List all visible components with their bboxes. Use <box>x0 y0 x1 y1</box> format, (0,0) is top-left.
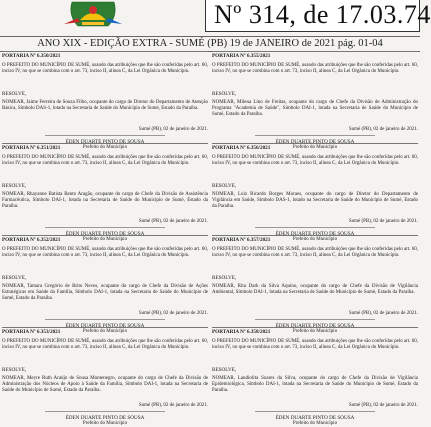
portaria-title: PORTARIA Nº 6.353/2021 <box>2 327 208 336</box>
municipal-coat-of-arms-icon <box>58 0 128 28</box>
portaria-signer-role: Prefeito do Município <box>82 329 128 334</box>
portaria-title: PORTARIA Nº 6.357/2021 <box>212 235 418 244</box>
portaria-block <box>2 327 208 427</box>
portaria-date: Sumé (PB), 02 de janeiro de 2021. <box>138 127 208 132</box>
signature-line <box>255 319 375 320</box>
portaria-resolve: RESOLVE, <box>2 91 27 97</box>
portaria-block <box>212 51 418 151</box>
portaria-block <box>2 235 208 335</box>
portaria-appointment: NOMEAR, Rhayanne Batista Bento Aragão, ocupante do cargo de Chefe da Divisão de Assistência Farmacêutica, Símbolo DAI-1, lotada na Secretaria de Saúde do Município de Sumé, Estado da Paraíba. <box>2 192 208 210</box>
portaria-signer-role: Prefeito do Município <box>292 237 338 242</box>
portaria-block <box>2 143 208 243</box>
portaria-preamble: O PREFEITO DO MUNICÍPIO DE SUMÉ, usando das atribuições que lhe são conferidas pelo art. 60, inciso IV, no que se combina com o art. 73, inciso II, alínea C, da Lei Orgânica do Município. <box>212 247 418 259</box>
portaria-resolve: RESOLVE, <box>2 275 27 281</box>
portaria-signer-role: Prefeito do Município <box>82 145 128 150</box>
portaria-preamble: O PREFEITO DO MUNICÍPIO DE SUMÉ, usando das atribuições que lhe são conferidas pelo art. 60, inciso IV, no que se combina com o art. 73, inciso II, alínea C, da Lei Orgânica do Município. <box>212 63 418 75</box>
portaria-date: Sumé (PB), 02 de janeiro de 2021. <box>348 127 418 132</box>
portaria-preamble: O PREFEITO DO MUNICÍPIO DE SUMÉ, usando das atribuições que lhe são conferidas pelo art. 60, inciso IV, no que se combina com o art. 73, inciso II, alínea C, da Lei Orgânica do Município. <box>2 155 208 167</box>
portaria-appointment: NOMEAR, Rita Dark da Silva Aquino, ocupante do cargo de Chefe da Divisão de Vigilância Ambiental, Símbolo DAI-1, lotada na Secretaria de Saúde do Município de Sumé, Estado da Paraíba. <box>212 284 418 296</box>
portaria-preamble: O PREFEITO DO MUNICÍPIO DE SUMÉ, usando das atribuições que lhe são conferidas pelo art. 60, inciso IV, no que se combina com o art. 73, inciso II, alínea C, da Lei Orgânica do Município. <box>2 247 208 259</box>
portaria-resolve: RESOLVE, <box>212 367 237 373</box>
portaria-date: Sumé (PB), 02 de janeiro de 2021. <box>348 219 418 224</box>
signature-line <box>45 319 165 320</box>
signature-line <box>45 135 165 136</box>
signature-line <box>255 135 375 136</box>
portaria-signer: ÉDEN DUARTE PINTO DE SOUSA <box>65 139 145 145</box>
portaria-resolve: RESOLVE, <box>212 275 237 281</box>
portaria-signer-role: Prefeito do Município <box>292 329 338 334</box>
signature-line <box>45 227 165 228</box>
portaria-preamble: O PREFEITO DO MUNICÍPIO DE SUMÉ, usando das atribuições que lhe são conferidas pelo art. 60, inciso IV, no que se combina com o art. 73, inciso II, alínea C, da Lei Orgânica do Município. <box>212 155 418 167</box>
portaria-title: PORTARIA Nº 6.355/2021 <box>212 51 418 60</box>
portaria-signer: ÉDEN DUARTE PINTO DE SOUSA <box>65 231 145 237</box>
edition-line: ANO XIX - EDIÇÃO EXTRA - SUMÉ (PB) 19 de JANEIRO de 2021 pág. 01-04 <box>0 36 420 52</box>
portaria-appointment: NOMEAR, Luiz Ricardo Borges Moraes, ocupante do cargo de Diretor do Departamento de Vigilância em Saúde, Símbolo DAS-1, lotado na Secretaria de Saúde do Município de Sumé, Estado da Paraíba. <box>212 192 418 210</box>
portaria-signer-role: Prefeito do Município <box>82 237 128 242</box>
signature-line <box>255 411 375 412</box>
portaria-block <box>212 327 418 427</box>
portaria-date: Sumé (PB), 02 de janeiro de 2021. <box>348 403 418 408</box>
portaria-preamble: O PREFEITO DO MUNICÍPIO DE SUMÉ, usando das atribuições que lhe são conferidas pelo art. 60, inciso IV, no que se combina com o art. 73, inciso II, alínea C, da Lei Orgânica do Município. <box>212 339 418 351</box>
right-column <box>212 51 418 426</box>
portaria-title: PORTARIA Nº 6.356/2021 <box>212 143 418 152</box>
portaria-resolve: RESOLVE, <box>2 367 27 373</box>
portaria-appointment: NOMEAR, Landiolita Soares da Silva, ocupante do cargo de Chefe da Divisão de Vigilância Epidemiológica, Símbolo DAI-1, lotada na Secretaria de Saúde do Município de Sumé, Estado da Paraíba. <box>212 376 418 394</box>
portaria-signer: ÉDEN DUARTE PINTO DE SOUSA <box>65 415 145 421</box>
portaria-signer-role: Prefeito do Município <box>292 145 338 150</box>
portaria-signer: ÉDEN DUARTE PINTO DE SOUSA <box>275 323 355 329</box>
portaria-appointment: NOMEAR, Tamara Gregório de Brito Neves, ocupante do cargo de Chefe da Divisão de Ações Estratégicas em Saúde da Família, Símbolo DAI-1, lotada na Secretaria de Saúde do Município de Sumé, Estado da Paraíba. <box>2 284 208 302</box>
portaria-title: PORTARIA Nº 6.351/2021 <box>2 143 208 152</box>
portaria-block <box>212 143 418 243</box>
portaria-signer: ÉDEN DUARTE PINTO DE SOUSA <box>275 139 355 145</box>
portaria-block <box>212 235 418 335</box>
portaria-signer-role: Prefeito do Município <box>82 421 128 426</box>
portaria-date: Sumé (PB), 02 de janeiro de 2021. <box>138 403 208 408</box>
portaria-date: Sumé (PB), 02 de janeiro de 2021. <box>348 311 418 316</box>
portaria-resolve: RESOLVE, <box>212 91 237 97</box>
portaria-appointment: NOMEAR, Jaime Ferreira de Souza Filho, ocupante do cargo de Diretor do Departamento de Atenção Básica, Símbolo DAS-1, lotado na Secretaria de Saúde do Município de Sumé, Estado da Paraíba. <box>2 100 208 112</box>
left-column <box>2 51 208 426</box>
gazette-header <box>0 0 431 40</box>
portaria-date: Sumé (PB), 02 de janeiro de 2021. <box>138 311 208 316</box>
gazette-number-box <box>205 0 431 32</box>
portaria-signer: ÉDEN DUARTE PINTO DE SOUSA <box>275 415 355 421</box>
portaria-appointment: NOMEAR, Meyre Ruth Araújo de Sousa Montenegro, ocupante do cargo de Chefe da Divisão de Administração dos Núcleos de Apoio à Saúde da Família, Símbolo DAI-1, lotada na Secretaria de Saúde do Município de Sumé, Estado da Paraíba. <box>2 376 208 394</box>
portaria-title: PORTARIA Nº 6.358/2021 <box>212 327 418 336</box>
portaria-signer: ÉDEN DUARTE PINTO DE SOUSA <box>275 231 355 237</box>
portaria-preamble: O PREFEITO DO MUNICÍPIO DE SUMÉ, usando das atribuições que lhe são conferidas pelo art. 60, inciso IV, no que se combina com o art. 73, inciso II, alínea C, da Lei Orgânica do Município. <box>2 339 208 351</box>
portaria-signer-role: Prefeito do Município <box>292 421 338 426</box>
portaria-resolve: RESOLVE, <box>2 183 27 189</box>
portaria-title: PORTARIA Nº 6.352/2021 <box>2 235 208 244</box>
portaria-signer: ÉDEN DUARTE PINTO DE SOUSA <box>65 323 145 329</box>
portaria-appointment: NOMEAR, Milena Lino de Freitas, ocupante do cargo de Chefe da Divisão de Administração do Programa "Academia de Saúde", Símbolo DAI-1, lotada na Secretaria de Saúde do Município de Sumé, Estado da Paraíba. <box>212 100 418 118</box>
signature-line <box>255 227 375 228</box>
portaria-preamble: O PREFEITO DO MUNICÍPIO DE SUMÉ, usando das atribuições que lhe são conferidas pelo art. 60, inciso IV, no que se combina com o art. 73, inciso II, alínea C, da Lei Orgânica do Município. <box>2 63 208 75</box>
portaria-date: Sumé (PB), 02 de janeiro de 2021. <box>138 219 208 224</box>
gazette-number: Nº 314, de 17.03.74 <box>214 0 431 29</box>
portaria-block <box>2 51 208 151</box>
signature-line <box>45 411 165 412</box>
portaria-resolve: RESOLVE, <box>212 183 237 189</box>
portaria-title: PORTARIA Nº 6.350/2021 <box>2 51 208 60</box>
